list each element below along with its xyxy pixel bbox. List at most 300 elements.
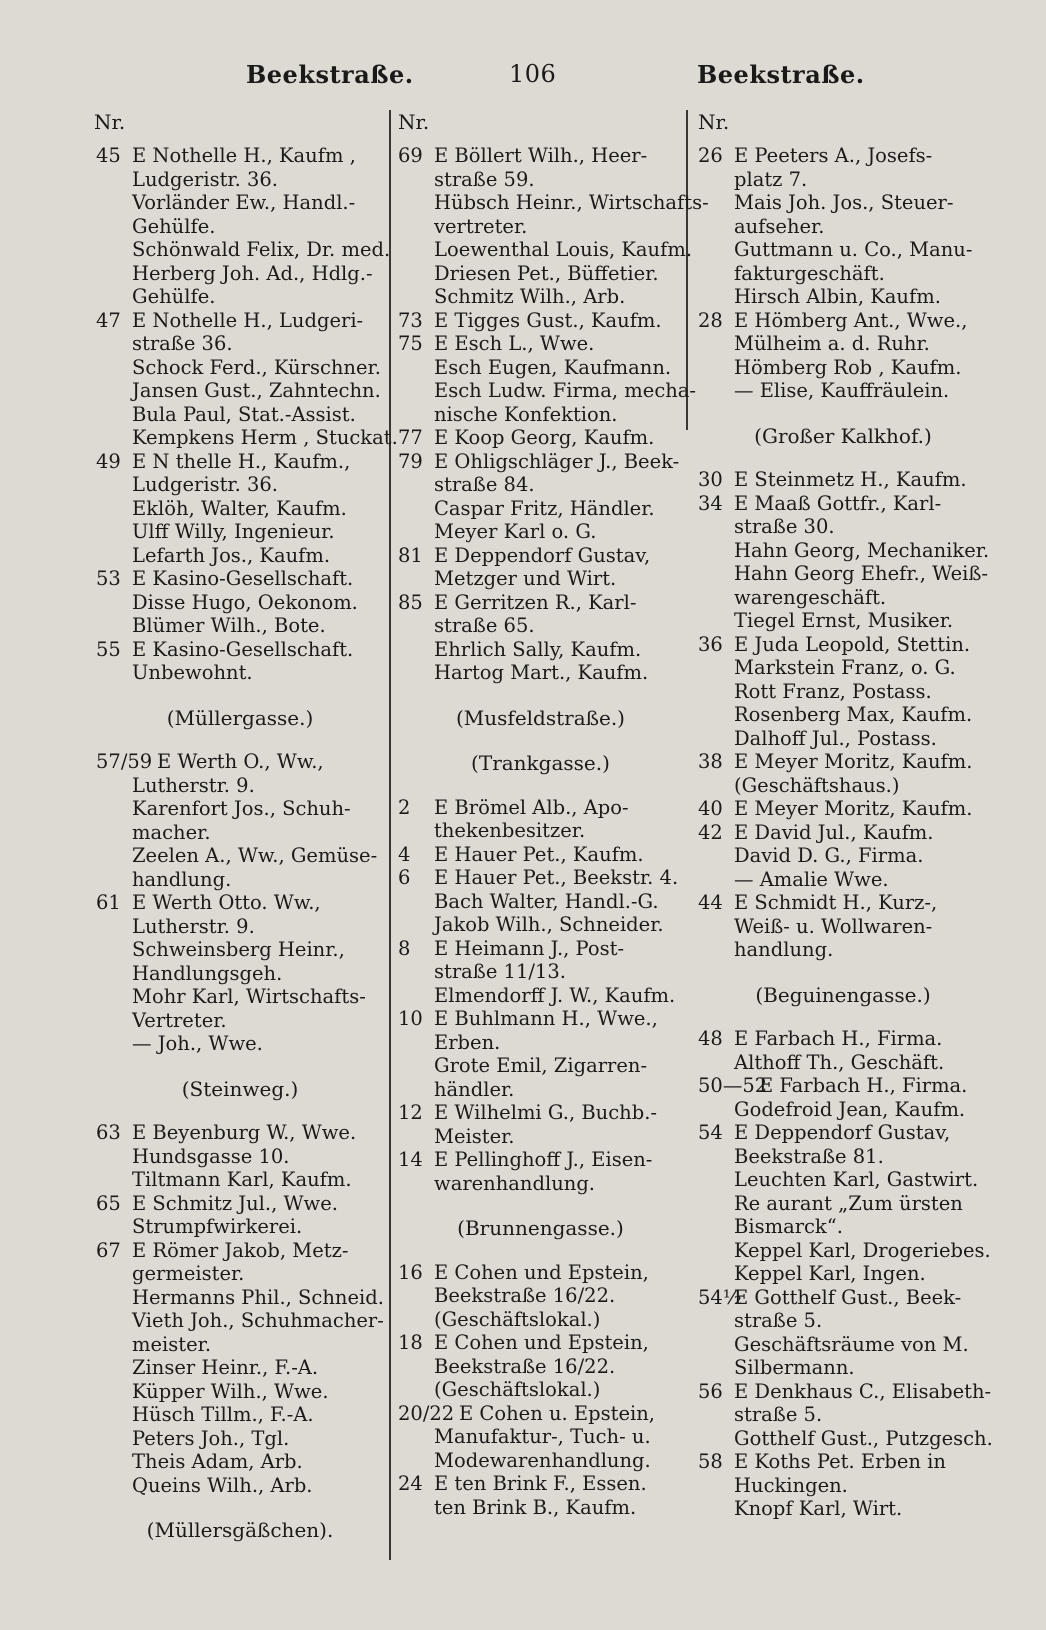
directory-entry-line [96, 821, 384, 845]
directory-entry-line [398, 1331, 683, 1355]
directory-entry-line [398, 1031, 683, 1055]
entry-text: Metzger und Wirt. [434, 567, 617, 590]
directory-entry-line [698, 1497, 988, 1521]
house-number: 6 [398, 866, 411, 889]
directory-entry-line [96, 661, 384, 685]
entry-text: Beekstraße 16/22. [434, 1284, 616, 1307]
entry-text: Markstein Franz, o. G. [734, 656, 956, 679]
house-number: 56 [698, 1379, 723, 1403]
entry-text: Disse Hugo, Oekonom. [132, 590, 358, 614]
directory-entry-line [698, 1168, 988, 1192]
header-street-left: Beekstraße. [246, 60, 414, 89]
directory-entry-line [698, 609, 988, 633]
entry-text: E Tigges Gust., Kaufm. [434, 308, 662, 332]
entry-text: (Geschäftslokal.) [434, 1378, 601, 1401]
directory-entry-line [698, 1074, 988, 1098]
directory-entry-line [398, 1007, 683, 1031]
directory-entry-line [96, 938, 384, 962]
directory-entry-line [698, 238, 988, 262]
directory-entry-line [398, 356, 683, 380]
directory-entry-line [96, 1215, 384, 1239]
directory-entry-line [398, 379, 697, 403]
entry-text: germeister. [132, 1262, 245, 1285]
entry-text: nische Konfektion. [434, 402, 618, 426]
entry-text: E Steinmetz H., Kaufm. [734, 468, 967, 491]
directory-entry-line [398, 913, 683, 937]
directory-entry-line [398, 1355, 683, 1379]
entry-text: straße 11/13. [434, 960, 566, 983]
entry-text: E Buhlmann H., Wwe., [434, 1007, 658, 1030]
directory-entry-line [698, 562, 988, 586]
entry-text: Hömberg Rob , Kaufm. [734, 355, 962, 379]
entry-text: Kempkens Herm , Stuckat. [132, 426, 398, 449]
directory-entry-line [96, 1121, 384, 1145]
column-divider [389, 110, 391, 1560]
entry-text: Geschäftsräume von M. [734, 1332, 969, 1356]
entry-text: E Hömberg Ant., Wwe., [734, 308, 968, 332]
entry-text: straße 5. [734, 1309, 823, 1332]
entry-text: E Farbach H., Firma. [759, 1074, 968, 1097]
directory-entry-line [96, 309, 384, 333]
directory-entry-line [96, 403, 384, 427]
entry-text: Eklöh, Walter, Kaufm. [132, 496, 347, 520]
entry-text: E Wilhelmi G., Buchb.- [434, 1101, 657, 1124]
directory-entry-line [698, 191, 988, 215]
entry-text: Esch Eugen, Kaufmann. [434, 355, 672, 379]
entry-text: handlung. [132, 867, 232, 891]
directory-entry-line [96, 450, 384, 474]
house-number: 16 [398, 1260, 423, 1284]
directory-entry-line [398, 796, 683, 820]
directory-entry-line [398, 960, 683, 984]
house-number: 67 [96, 1238, 121, 1262]
entry-text: warengeschäft. [734, 585, 887, 609]
entry-text: Huckingen. [734, 1473, 848, 1497]
entry-text: E Heimann J., Post- [434, 936, 625, 960]
entry-text: Tiegel Ernst, Musiker. [734, 609, 954, 632]
column-nr-label: Nr. [94, 110, 126, 134]
entry-text: Esch Ludw. Firma, mecha- [434, 379, 697, 402]
directory-entry-line [398, 473, 683, 497]
house-number: 18 [398, 1331, 423, 1354]
directory-entry-line [398, 1449, 683, 1473]
directory-entry-line [698, 144, 988, 168]
entry-text: E Koop Georg, Kaufm. [434, 426, 655, 449]
entry-text: Guttmann u. Co., Manu- [734, 238, 973, 261]
directory-entry-line [398, 144, 683, 168]
directory-entry-line [398, 591, 683, 615]
entry-text: Ludgeristr. 36. [132, 167, 279, 191]
directory-entry-line [698, 586, 988, 610]
entry-text: E Deppendorf Gustav, [734, 1121, 951, 1144]
directory-entry-line [698, 703, 988, 727]
entry-text: handlung. [734, 938, 834, 961]
house-number: 55 [96, 637, 121, 661]
directory-entry-line [398, 937, 683, 961]
entry-text: Mülheim a. d. Ruhr. [734, 332, 930, 355]
directory-entry-line [398, 238, 693, 262]
entry-text: Queins Wilh., Arb. [132, 1473, 313, 1497]
entry-text: thekenbesitzer. [434, 819, 586, 842]
entry-text: Knopf Karl, Wirt. [734, 1497, 903, 1520]
entry-text: E Schmidt H., Kurz-, [734, 891, 938, 914]
page-number: 106 [509, 60, 557, 88]
directory-entry-line [398, 215, 683, 239]
directory-entry-line [96, 1380, 384, 1404]
directory-entry-line [398, 984, 683, 1008]
house-number: 40 [698, 797, 723, 820]
entry-text: E Cohen und Epstein, [434, 1260, 649, 1284]
directory-entry-line [96, 473, 384, 497]
entry-text: E Farbach H., Firma. [734, 1027, 943, 1050]
entry-text: E Werth O., Ww., [157, 750, 324, 773]
directory-entry-line [698, 262, 988, 286]
directory-entry-line [698, 938, 988, 962]
directory-entry-line [698, 844, 988, 868]
directory-entry-line [96, 262, 384, 286]
street-section-heading: (Steinweg.) [181, 1076, 299, 1101]
directory-entry-line [96, 797, 384, 821]
entry-text: Bach Walter, Handl.-G. [434, 889, 659, 913]
entry-text: Theis Adam, Arb. [132, 1450, 303, 1473]
street-section-heading: (Brunnengasse.) [457, 1216, 624, 1240]
entry-text: Godefroid Jean, Kaufm. [734, 1097, 966, 1121]
entry-text: Jansen Gust., Zahntechn. [132, 379, 381, 402]
directory-entry-line [96, 1356, 384, 1380]
entry-text: E Gotthelf Gust., Beek- [734, 1285, 962, 1309]
entry-text: Schönwald Felix, Dr. med. [132, 238, 391, 261]
entry-text: Gehülfe. [132, 285, 216, 308]
entry-text: E Ohligschläger J., Beek- [434, 449, 680, 473]
entry-text: Karenfort Jos., Schuh- [132, 797, 351, 820]
directory-entry-line [698, 1379, 992, 1404]
header-street-right: Beekstraße. [697, 60, 865, 89]
directory-entry-line [96, 544, 384, 568]
house-number: 49 [96, 449, 121, 473]
entry-text: Dalhoff Jul., Postass. [734, 726, 937, 750]
entry-text: E Meyer Moritz, Kaufm. [734, 750, 973, 773]
house-number: 79 [398, 449, 423, 473]
directory-entry-line [698, 285, 988, 309]
directory-entry-line [398, 544, 683, 568]
entry-text: Strumpfwirkerei. [132, 1215, 303, 1238]
entry-text: David D. G., Firma. [734, 844, 924, 867]
directory-entry-line [398, 426, 683, 450]
entry-text: Gotthelf Gust., Putzgesch. [734, 1426, 993, 1450]
entry-text: warenhandlung. [434, 1171, 595, 1195]
directory-entry-line [398, 403, 683, 427]
entry-text: Meyer Karl o. G. [434, 520, 597, 543]
street-section-heading: (Musfeldstraße.) [455, 705, 625, 730]
column-2 [398, 110, 709, 1519]
directory-entry-line [398, 1308, 683, 1332]
house-number: 2 [398, 795, 411, 819]
directory-entry-line [698, 797, 988, 821]
entry-text: platz 7. [734, 167, 808, 191]
entry-text: Bula Paul, Stat.-Assist. [132, 402, 356, 426]
directory-entry-line [698, 656, 988, 680]
house-number: 57/59 [96, 750, 153, 773]
house-number: 38 [698, 750, 723, 773]
entry-text: Caspar Fritz, Händler. [434, 496, 655, 520]
directory-entry-line [96, 497, 384, 521]
directory-entry-line [96, 962, 384, 986]
entry-text: (Geschäftshaus.) [734, 773, 900, 797]
house-number: 85 [398, 590, 423, 614]
directory-entry-line [398, 1148, 683, 1172]
directory-entry-line [698, 1309, 988, 1333]
directory-entry-line [698, 1027, 988, 1051]
entry-text: Manufaktur-, Tuch- u. [434, 1425, 651, 1448]
entry-text: Peters Joh., Tgl. [132, 1426, 290, 1450]
house-number: 34 [698, 491, 723, 515]
directory-entry-line [398, 890, 683, 914]
entry-text: E Cohen u. Epstein, [459, 1401, 655, 1425]
entry-text: E Nothelle H., Kaufm , [132, 144, 356, 167]
directory-entry-line [398, 1378, 683, 1402]
directory-entry-line [96, 844, 384, 868]
directory-entry-line [698, 1286, 988, 1310]
entry-text: Schock Ferd., Kürschner. [132, 355, 381, 379]
directory-entry-line [96, 985, 384, 1009]
house-number: 54 [698, 1121, 723, 1144]
directory-entry-line [96, 591, 384, 615]
entry-text: Driesen Pet., Büffetier. [434, 261, 659, 285]
directory-entry-line [398, 614, 683, 638]
entry-text: Mais Joh. Jos., Steuer- [734, 191, 954, 214]
directory-entry-line [96, 638, 384, 662]
directory-entry-line [698, 680, 988, 704]
directory-entry-line [698, 168, 988, 192]
directory-entry-line [398, 866, 683, 890]
entry-text: Rosenberg Max, Kaufm. [734, 703, 973, 726]
directory-entry-line [698, 1262, 988, 1286]
entry-text: Lefarth Jos., Kaufm. [132, 543, 331, 567]
entry-text: Lutherstr. 9. [132, 773, 255, 797]
entry-text: Modewarenhandlung. [434, 1448, 651, 1472]
entry-text: Unbewohnt. [132, 661, 253, 684]
entry-text: E Gerritzen R., Karl- [434, 590, 637, 614]
entry-text: — Amalie Wwe. [734, 867, 889, 891]
directory-entry-line [698, 1333, 988, 1357]
entry-text: Hahn Georg, Mechaniker. [734, 538, 990, 562]
house-number: 42 [698, 820, 723, 844]
entry-text: E Böllert Wilh., Heer- [434, 144, 648, 167]
entry-text: Ludgeristr. 36. [132, 473, 279, 496]
entry-text: E Juda Leopold, Stettin. [734, 632, 971, 656]
entry-text: E Cohen und Epstein, [434, 1331, 649, 1354]
directory-entry-line [398, 567, 683, 591]
directory-entry-line [96, 915, 384, 939]
directory-entry-line [698, 1403, 988, 1427]
directory-entry-line [96, 1474, 384, 1498]
house-number: 4 [398, 842, 411, 866]
directory-entry-line [398, 285, 683, 309]
directory-entry-line [698, 727, 988, 751]
directory-entry-line [698, 332, 988, 356]
directory-entry-line [96, 168, 384, 192]
directory-entry-line [698, 515, 988, 539]
directory-entry-line [398, 332, 683, 356]
directory-entry-line [96, 614, 384, 638]
directory-entry-line [398, 1425, 683, 1449]
entry-text: E ten Brink F., Essen. [434, 1472, 647, 1495]
directory-entry-line [96, 238, 391, 262]
directory-entry-line [96, 285, 384, 309]
entry-text: Grote Emil, Zigarren- [434, 1054, 648, 1077]
house-number: 63 [96, 1121, 121, 1144]
street-section-heading: (Müllersgäßchen). [146, 1518, 334, 1542]
directory-entry-line [698, 356, 988, 380]
entry-text: meister. [132, 1332, 212, 1356]
entry-text: Keppel Karl, Drogeriebes. [734, 1238, 991, 1262]
house-number: 75 [398, 332, 423, 355]
house-number: 20/22 [398, 1401, 455, 1425]
directory-entry-line [96, 379, 384, 403]
directory-entry-line [96, 144, 384, 168]
directory-entry-line [398, 520, 683, 544]
directory-entry-line [398, 1402, 683, 1426]
entry-text: ten Brink B., Kaufm. [434, 1495, 637, 1519]
house-number: 45 [96, 144, 121, 167]
directory-entry-line [96, 1286, 384, 1310]
directory-entry-line [398, 1125, 683, 1149]
entry-text: E Maaß Gottfr., Karl- [734, 491, 942, 515]
entry-text: Rott Franz, Postass. [734, 679, 932, 703]
directory-entry-line [698, 309, 988, 333]
house-number: 73 [398, 308, 423, 332]
entry-text: E Römer Jakob, Metz- [132, 1238, 349, 1262]
directory-entry-line [96, 774, 384, 798]
column-nr-label: Nr. [698, 110, 730, 134]
directory-entry-line [698, 1051, 988, 1075]
directory-entry-line [698, 468, 988, 492]
entry-text: Vorländer Ew., Handl.- [132, 191, 356, 214]
entry-text: (Geschäftslokal.) [434, 1307, 601, 1331]
entry-text: Beekstraße 16/22. [434, 1354, 616, 1378]
entry-text: Althoff Th., Geschäft. [734, 1050, 945, 1074]
directory-entry-line [96, 215, 384, 239]
entry-text: E Kasino-Gesellschaft. [132, 567, 354, 590]
entry-text: Hüsch Tillm., F.-A. [132, 1403, 314, 1426]
directory-entry-line [698, 1098, 988, 1122]
directory-entry-line [398, 191, 709, 215]
entry-text: macher. [132, 820, 211, 844]
directory-entry-line [698, 215, 988, 239]
directory-entry-line [96, 1333, 384, 1357]
house-number: 53 [96, 567, 121, 590]
directory-entry-line [398, 638, 683, 662]
entry-text: Zinser Heinr., F.-A. [132, 1356, 319, 1379]
entry-text: Ulff Willy, Ingenieur. [132, 520, 335, 543]
entry-text: E Kasino-Gesellschaft. [132, 637, 354, 661]
directory-entry-line [398, 1172, 683, 1196]
directory-entry-line [698, 891, 988, 915]
entry-text: Leuchten Karl, Gastwirt. [734, 1168, 979, 1191]
directory-entry-line [698, 1215, 988, 1239]
directory-entry-line [96, 1009, 384, 1033]
entry-text: Weiß- u. Wollwaren- [734, 914, 933, 938]
entry-text: Ehrlich Sally, Kaufm. [434, 637, 642, 661]
house-number: 8 [398, 936, 411, 960]
house-number: 81 [398, 543, 423, 567]
entry-text: Schweinsberg Heinr., [132, 938, 345, 961]
entry-text: E Meyer Moritz, Kaufm. [734, 797, 973, 820]
directory-entry-line [398, 1261, 683, 1285]
entry-text: straße 84. [434, 473, 535, 496]
directory-entry-line [398, 1472, 683, 1496]
directory-entry-line [96, 1309, 384, 1333]
entry-text: Gehülfe. [132, 214, 216, 238]
entry-text: Keppel Karl, Ingen. [734, 1262, 926, 1285]
house-number: 48 [698, 1027, 723, 1050]
directory-entry-line [398, 450, 683, 474]
house-number: 10 [398, 1007, 423, 1030]
house-number: 14 [398, 1148, 423, 1171]
entry-text: Hahn Georg Ehefr., Weiß- [734, 562, 988, 585]
entry-text: E Deppendorf Gustav, [434, 543, 651, 567]
directory-entry-line [698, 1238, 991, 1263]
house-number: 28 [698, 308, 723, 332]
column-3 [698, 110, 993, 1521]
directory-entry-line [96, 1239, 384, 1263]
entry-text: Meister. [434, 1124, 515, 1148]
entry-text: E Hauer Pet., Beekstr. 4. [434, 866, 679, 889]
house-number: 30 [698, 468, 723, 491]
entry-text: vertreter. [434, 214, 528, 238]
directory-entry-line [96, 1403, 384, 1427]
entry-text: händler. [434, 1077, 515, 1101]
column-1 [94, 110, 398, 1563]
directory-entry-line [698, 1145, 988, 1169]
entry-text: E N thelle H., Kaufm., [132, 449, 351, 473]
directory-entry-line [96, 1032, 384, 1056]
entry-text: Blümer Wilh., Bote. [132, 614, 326, 637]
entry-text: E David Jul., Kaufm. [734, 820, 934, 844]
entry-text: Hübsch Heinr., Wirtschafts- [434, 191, 709, 214]
entry-text: Tiltmann Karl, Kaufm. [132, 1168, 352, 1191]
street-section-heading: (Beguinengasse.) [755, 982, 931, 1007]
entry-text: Küpper Wilh., Wwe. [132, 1379, 329, 1403]
directory-entry-line [698, 539, 988, 563]
entry-text: Bismarck“. [734, 1215, 843, 1238]
directory-entry-line [698, 1192, 988, 1216]
directory-entry-line [96, 891, 384, 915]
house-number: 26 [698, 144, 723, 167]
directory-entry-line [398, 1101, 683, 1125]
directory-entry-line [698, 750, 988, 774]
street-section-heading: (Trankgasse.) [471, 751, 610, 775]
entry-text: Hartog Mart., Kaufm. [434, 661, 649, 684]
directory-entry-line [96, 1168, 384, 1192]
entry-text: Hirsch Albin, Kaufm. [734, 285, 941, 308]
directory-entry-line [398, 819, 683, 843]
house-number: 65 [96, 1191, 121, 1215]
entry-text: E Esch L., Wwe. [434, 332, 595, 355]
entry-text: E Nothelle H., Ludgeri- [132, 308, 364, 332]
directory-entry-line [398, 1054, 683, 1078]
entry-text: Hermanns Phil., Schneid. [132, 1285, 384, 1309]
directory-entry-line [96, 750, 384, 774]
directory-entry-line [398, 1496, 683, 1520]
directory-entry-line [398, 1284, 683, 1308]
directory-entry-line [698, 1450, 988, 1474]
entry-text: Elmendorff J. W., Kaufm. [434, 983, 676, 1007]
directory-entry-line [96, 1145, 384, 1169]
directory-entry-line [398, 843, 683, 867]
directory-entry-line [398, 168, 683, 192]
column-nr-label: Nr. [398, 110, 430, 134]
